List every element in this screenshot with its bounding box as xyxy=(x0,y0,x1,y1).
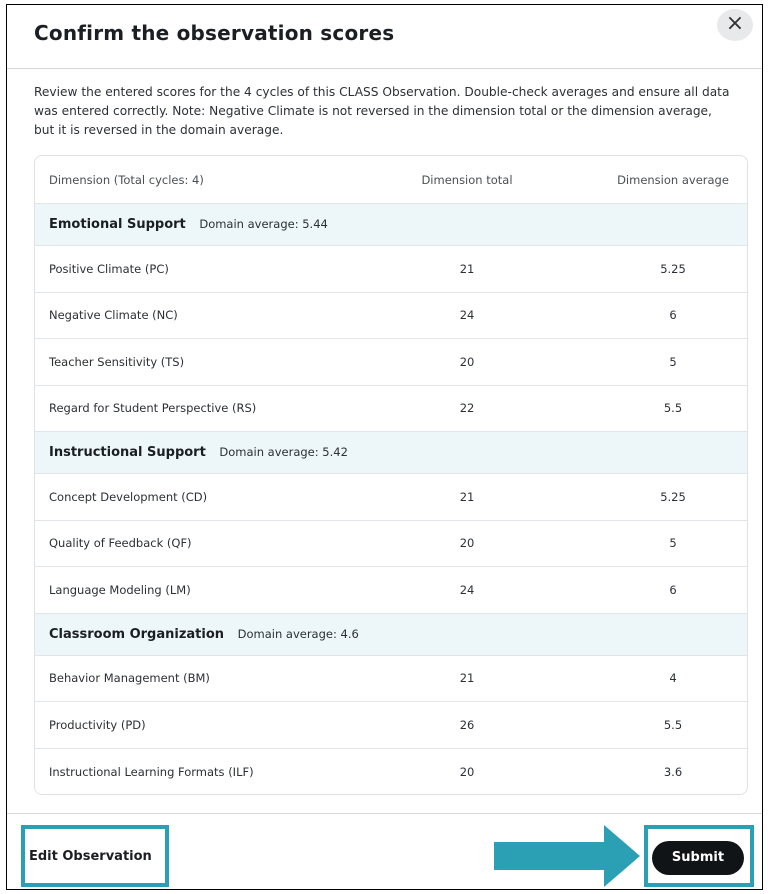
dimension-name: Negative Climate (NC) xyxy=(49,308,178,323)
domain-name: Emotional Support Domain average: 5.44 xyxy=(49,217,328,232)
submit-button[interactable]: Submit xyxy=(652,841,744,875)
table-row: Instructional Learning Formats (ILF) 20 3.6 xyxy=(49,764,683,779)
dimension-name: Regard for Student Perspective (RS) xyxy=(49,401,257,416)
confirm-scores-modal xyxy=(6,4,763,890)
table-row: Teacher Sensitivity (TS) 20 5 xyxy=(35,339,747,386)
scores-table xyxy=(34,155,748,795)
table-row: Regard for Student Perspective (RS) 22 5.5 xyxy=(35,386,747,433)
dimension-name: Concept Development (CD) xyxy=(49,489,208,504)
table-row: Concept Development (CD) 21 5.25 xyxy=(35,474,747,521)
close-icon[interactable]: × xyxy=(725,11,745,36)
dimension-name: Language Modeling (LM) xyxy=(49,582,191,597)
table-row: Quality of Feedback (QF) 20 5 xyxy=(35,521,747,568)
domain-average: Domain average: 5.42 xyxy=(219,445,348,459)
table-row: Negative Climate (NC) 24 6 xyxy=(35,293,747,340)
close-button[interactable] xyxy=(717,9,753,41)
domain-name: Instructional Support Domain average: 5.42 xyxy=(49,445,348,460)
dimension-name: Behavior Management (BM) xyxy=(49,671,210,686)
table-row: Productivity (PD) 26 5.5 xyxy=(35,702,747,749)
intro-text: Review the entered scores for the 4 cycles of this CLASS Observation. Double-check averages and ensure all data was entered correctly. Note: Negative Climate is not reversed in the dimension total or the dimension average, but it is reversed in the domain average. xyxy=(34,85,730,137)
dimension-name: Instructional Learning Formats (ILF) xyxy=(49,764,254,779)
table-header-row: Dimension (Total cycles: 4) Dimension total Dimension average xyxy=(35,156,747,204)
dimension-name: Positive Climate (PC) xyxy=(49,261,169,276)
dimension-name: Teacher Sensitivity (TS) xyxy=(49,354,185,369)
domain-row-classroom-organization xyxy=(35,614,747,656)
table-row: Behavior Management (BM) 21 4 xyxy=(35,656,747,703)
header-dimension: Dimension (Total cycles: 4) xyxy=(49,172,204,187)
footer-divider xyxy=(7,813,762,814)
table-row: Positive Climate (PC) 21 5.25 xyxy=(35,246,747,293)
domain-average: Domain average: 5.44 xyxy=(199,217,328,231)
arrow-right-icon xyxy=(494,825,642,887)
domain-row-instructional-support xyxy=(35,432,747,474)
domain-name: Classroom Organization Domain average: 4.6 xyxy=(49,626,359,642)
edit-observation-button[interactable]: Edit Observation xyxy=(29,849,152,864)
modal-title: Confirm the observation scores xyxy=(34,21,395,45)
dimension-name: Productivity (PD) xyxy=(49,717,146,732)
domain-average: Domain average: 4.6 xyxy=(237,626,359,641)
dimension-name: Quality of Feedback (QF) xyxy=(49,536,192,551)
header-divider xyxy=(7,68,762,69)
table-row: Language Modeling (LM) 24 6 xyxy=(35,567,747,614)
domain-row-emotional-support xyxy=(35,204,747,246)
